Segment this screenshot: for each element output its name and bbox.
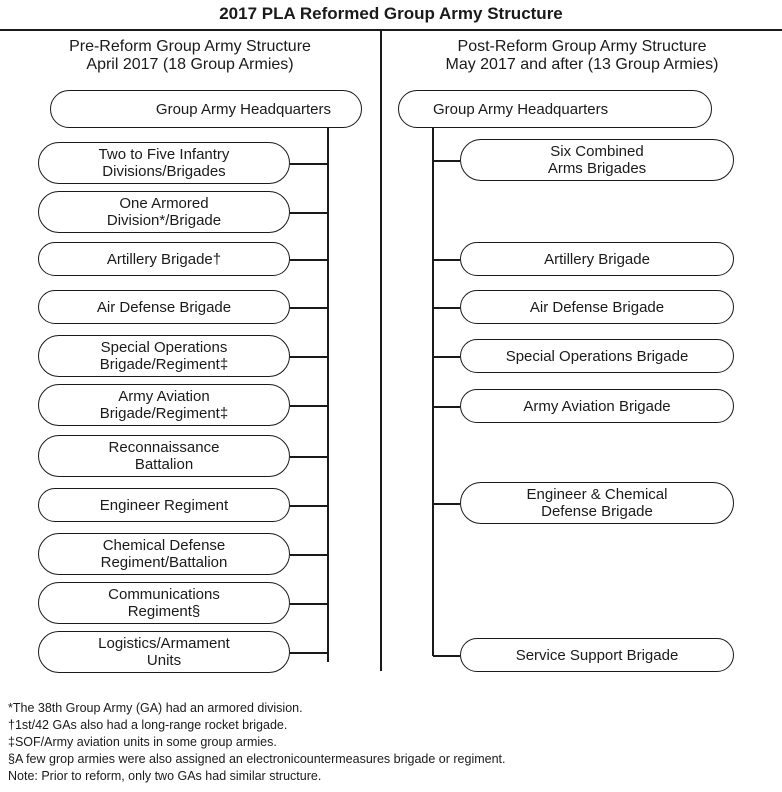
- right-connector: [433, 307, 460, 309]
- footnote-sof: ‡SOF/Army aviation units in some group armies.: [8, 735, 277, 749]
- right-column-heading: [382, 38, 782, 74]
- left-connector: [290, 554, 328, 556]
- left-unit-label: Engineer Regiment: [99, 496, 229, 514]
- left-hq-label: Group Army Headquarters: [155, 100, 331, 118]
- right-unit-node: [460, 482, 734, 524]
- right-hq-label: Group Army Headquarters: [433, 100, 609, 118]
- right-connector: [433, 259, 460, 261]
- right-connector: [433, 655, 460, 657]
- left-unit-label: Two to Five Infantry Divisions/Brigades: [98, 146, 230, 180]
- left-unit-node: [38, 242, 290, 276]
- left-heading-line2: April 2017 (18 Group Armies): [86, 56, 294, 73]
- left-unit-node: [38, 488, 290, 522]
- left-unit-label: Communications Regiment§: [108, 586, 220, 620]
- left-unit-label: Special Operations Brigade/Regiment‡: [99, 339, 229, 373]
- left-unit-node: [38, 631, 290, 673]
- left-unit-label: Chemical Defense Regiment/Battalion: [100, 537, 228, 571]
- left-unit-label: Artillery Brigade†: [106, 250, 222, 268]
- footnotes: [8, 700, 506, 785]
- right-unit-label: Engineer & Chemical Defense Brigade: [526, 486, 668, 520]
- right-unit-node: [460, 290, 734, 324]
- right-heading-line1: Post-Reform Group Army Structure: [457, 38, 707, 55]
- left-unit-node: [38, 191, 290, 233]
- footnote-armored: *The 38th Group Army (GA) had an armored division.: [8, 701, 303, 715]
- right-unit-label: Artillery Brigade: [544, 250, 650, 268]
- right-unit-node: [460, 242, 734, 276]
- right-connector: [433, 406, 460, 408]
- left-unit-node: [38, 290, 290, 324]
- left-unit-label: Reconnaissance Battalion: [108, 439, 220, 473]
- right-unit-node: [460, 389, 734, 423]
- left-connector: [290, 212, 328, 214]
- left-unit-node: [38, 142, 290, 184]
- column-divider: [380, 31, 382, 671]
- left-connector: [290, 505, 328, 507]
- right-unit-label: Six Combined Arms Brigades: [547, 143, 647, 177]
- left-connector: [290, 356, 328, 358]
- right-connector: [433, 503, 460, 505]
- left-connector: [290, 405, 328, 407]
- left-trunk-line: [327, 109, 329, 662]
- left-heading-line1: Pre-Reform Group Army Structure: [69, 38, 311, 55]
- left-column-heading: [0, 38, 380, 74]
- left-connector: [290, 259, 328, 261]
- right-unit-label: Army Aviation Brigade: [523, 397, 671, 415]
- right-unit-node: [460, 339, 734, 373]
- left-unit-label: Air Defense Brigade: [96, 298, 232, 316]
- left-unit-label: Army Aviation Brigade/Regiment‡: [99, 388, 229, 422]
- left-connector: [290, 456, 328, 458]
- right-connector: [433, 160, 460, 162]
- right-unit-node: [460, 638, 734, 672]
- left-unit-node: [38, 384, 290, 426]
- left-hq-node: [50, 90, 362, 128]
- left-connector: [290, 307, 328, 309]
- left-connector: [290, 652, 328, 654]
- diagram-title: 2017 PLA Reformed Group Army Structure: [219, 4, 563, 23]
- left-unit-node: [38, 533, 290, 575]
- right-unit-label: Air Defense Brigade: [529, 298, 665, 316]
- left-unit-label: Logistics/Armament Units: [98, 635, 230, 669]
- right-heading-line2: May 2017 and after (13 Group Armies): [445, 56, 719, 73]
- left-unit-node: [38, 435, 290, 477]
- top-divider: [0, 29, 782, 31]
- footnote-note: Note: Prior to reform, only two GAs had similar structure.: [8, 769, 322, 783]
- left-unit-label: One Armored Division*/Brigade: [106, 195, 222, 229]
- right-connector: [433, 356, 460, 358]
- footnote-ecm: §A few grop armies were also assigned an electronicountermeasures brigade or regiment.: [8, 752, 506, 766]
- left-unit-node: [38, 582, 290, 624]
- right-unit-label: Special Operations Brigade: [505, 347, 689, 365]
- right-unit-node: [460, 139, 734, 181]
- left-connector: [290, 163, 328, 165]
- right-hq-node: [398, 90, 712, 128]
- left-connector: [290, 603, 328, 605]
- left-unit-node: [38, 335, 290, 377]
- right-trunk-line: [432, 126, 434, 656]
- right-unit-label: Service Support Brigade: [515, 646, 679, 664]
- footnote-rocket: †1st/42 GAs also had a long-range rocket brigade.: [8, 718, 288, 732]
